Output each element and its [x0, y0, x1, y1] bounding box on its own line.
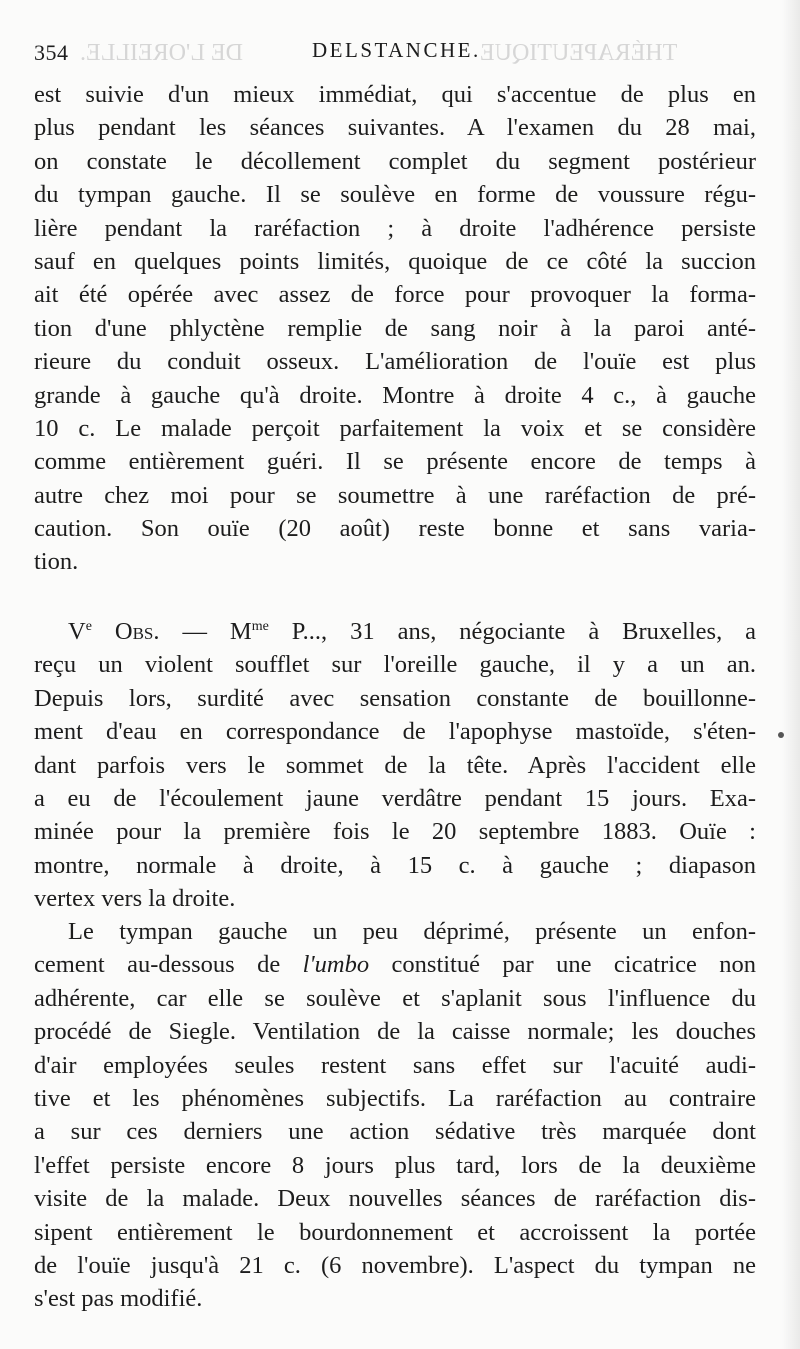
title-abbreviation-sup: me	[251, 619, 269, 634]
text-line: ait été opérée avec assez de force pour provoquer la forma-	[34, 281, 756, 309]
text-line: reçu un violent soufflet sur l'oreille gauche, il y a un an.	[34, 651, 756, 679]
text-line: 10 c. Le malade perçoit parfaitement la voix et se considère	[34, 414, 756, 442]
text-line: ment d'eau en correspondance de l'apophyse mastoïde, s'éten-	[34, 718, 756, 746]
text-line: s'est pas modifié.	[34, 1285, 203, 1313]
em-dash: —	[182, 618, 207, 645]
text-line: tion d'une phlyctène remplie de sang noir à la paroi anté-	[34, 314, 756, 342]
observation-paragraph	[34, 615, 756, 916]
text-line: vertex vers la droite.	[34, 885, 236, 913]
text-line: comme entièrement guéri. Il se présente encore de temps à	[34, 448, 756, 476]
text-line: adhérente, car elle se soulève et s'aplanit sous l'influence du	[34, 984, 756, 1012]
text-line	[34, 948, 756, 981]
text-line: minée pour la première fois le 20 septembre 1883. Ouïe :	[34, 818, 756, 846]
text-line: grande à gauche qu'à droite. Montre à droite 4 c., à gauche	[34, 381, 756, 409]
text-line: montre, normale à droite, à 15 c. à gauche ; diapason	[34, 851, 756, 879]
text-line: rieure du conduit osseux. L'amélioration de l'ouïe est plus	[34, 348, 756, 376]
paragraph-continuation	[34, 78, 756, 579]
show-through-text: DE L'OREILLE.	[80, 40, 243, 66]
text-line: on constate le décollement complet du segment postérieur	[34, 147, 756, 175]
text-line: autre chez moi pour se soumettre à une raréfaction de pré-	[34, 481, 756, 509]
text-line: dant parfois vers le sommet de la tête. Après l'accident elle	[34, 751, 756, 779]
text-line: lière pendant la raréfaction ; à droite l'adhérence persiste	[34, 214, 756, 242]
text-line: caution. Son ouïe (20 août) reste bonne et sans varia-	[34, 515, 756, 543]
text-segment: P..., 31 ans, négociante à Bruxelles, a	[291, 618, 757, 645]
observation-number: V	[68, 618, 86, 645]
text-line: est suivie d'un mieux immédiat, qui s'accentue de plus en	[34, 81, 756, 108]
text-line: plus pendant les séances suivantes. A l'examen du 28 mai,	[34, 114, 756, 142]
text-line: a sur ces derniers une action sédative très marquée dont	[34, 1118, 756, 1146]
page-number: 354	[34, 40, 69, 65]
text-line: Le tympan gauche un peu déprimé, présente un enfon-	[68, 918, 756, 945]
show-through-text: THÉRAPEUTIQUE	[480, 40, 678, 66]
tympan-paragraph	[34, 915, 756, 1316]
title-abbreviation: M	[229, 618, 252, 645]
text-line: l'effet persiste encore 8 jours plus tard, lors de la deuxième	[34, 1151, 756, 1179]
text-line: tion.	[34, 548, 79, 576]
observation-number-sup: e	[85, 619, 92, 634]
running-head: DELSTANCHE.	[312, 38, 481, 62]
text-line: visite de la malade. Deux nouvelles séances de raréfaction dis-	[34, 1185, 756, 1213]
italic-term: l'umbo	[302, 951, 370, 979]
ink-speck	[778, 732, 784, 738]
text-line: procédé de Siegle. Ventilation de la caisse normale; les douches	[34, 1018, 756, 1046]
text-line: du tympan gauche. Il se soulève en forme de voussure régu-	[34, 181, 756, 209]
text-line: a eu de l'écoulement jaune verdâtre pendant 15 jours. Exa-	[34, 784, 756, 812]
page-header	[34, 36, 754, 66]
text-line: d'air employées seules restent sans effet sur l'acuité audi-	[34, 1051, 756, 1079]
text-line: sauf en quelques points limités, quoique de ce côté la succion	[34, 247, 756, 275]
text-segment: cement au-dessous de	[34, 951, 303, 979]
text-line: sipent entièrement le bourdonnement et accroissent la portée	[34, 1218, 756, 1246]
text-line: tive et les phénomènes subjectifs. La raréfaction au contraire	[34, 1084, 756, 1112]
observation-label: Obs.	[114, 618, 160, 645]
observation-heading-line	[34, 615, 756, 648]
text-line: Depuis lors, surdité avec sensation constante de bouillonne-	[34, 684, 756, 712]
text-line: de l'ouïe jusqu'à 21 c. (6 novembre). L'aspect du tympan ne	[34, 1251, 756, 1279]
text-segment: constitué par une cicatrice non	[369, 951, 757, 979]
